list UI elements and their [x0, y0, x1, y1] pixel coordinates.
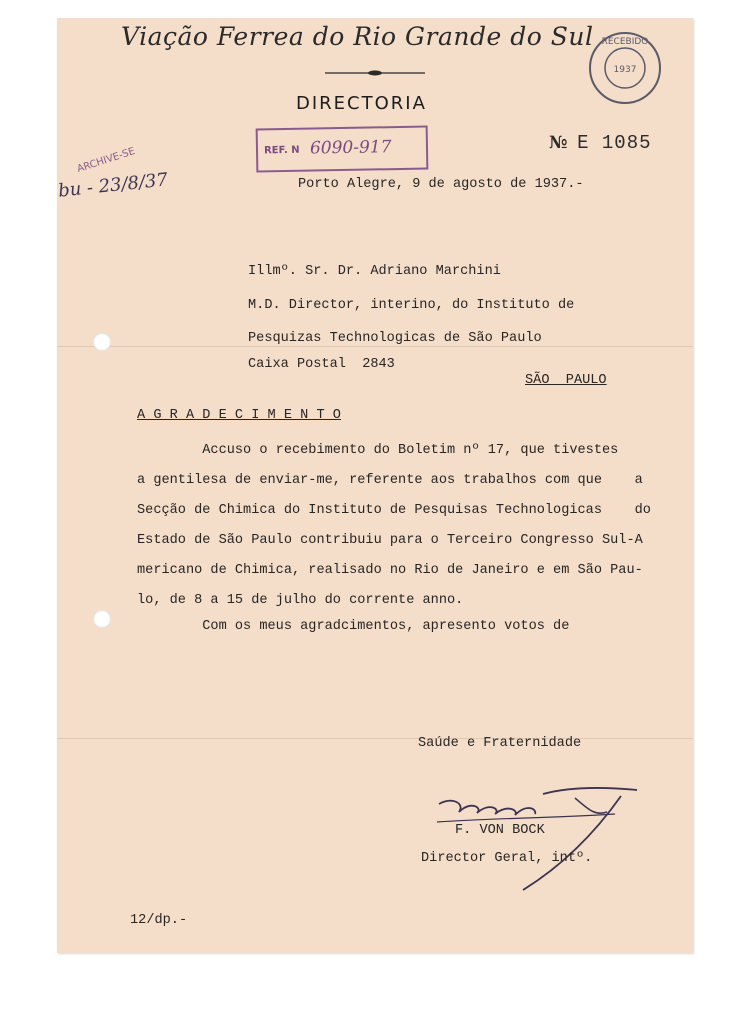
- addressee-line: Pesquizas Technologicas de São Paulo: [248, 331, 542, 346]
- letterhead-ornament: [325, 68, 425, 78]
- reference-stamp: [256, 126, 429, 173]
- reference-value: 6090-917: [309, 137, 392, 159]
- number-symbol: №: [549, 133, 568, 153]
- body-line: Accuso o recebimento do Boletim nº 17, que tivestes: [137, 443, 619, 458]
- subject-heading: A G R A D E C I M E N T O: [137, 408, 341, 423]
- addressee-line: Caixa Postal 2843: [248, 357, 395, 372]
- archive-stamp: ARCHIVE-SE: [75, 145, 137, 176]
- reference-label: REF. N: [263, 144, 300, 157]
- place-date: Porto Alegre, 9 de agosto de 1937.-: [298, 177, 584, 192]
- body-line: a gentilesa de enviar-me, referente aos trabalhos com que a: [137, 473, 643, 488]
- body-line: lo, de 8 a 15 de julho do corrente anno.: [137, 593, 464, 608]
- number-value: E 1085: [577, 132, 652, 154]
- punch-hole: [93, 610, 111, 628]
- letterhead-department: DIRECTORIA: [296, 93, 427, 114]
- reference-footer: 12/dp.-: [130, 913, 188, 928]
- body-line: Secção de Chimica do Instituto de Pesquisas Technologicas do: [137, 503, 651, 518]
- destination-city: SÃO PAULO: [525, 373, 607, 388]
- punch-hole: [93, 333, 111, 351]
- fold-crease: [57, 346, 693, 347]
- body-line: mericano de Chimica, realisado no Rio de Janeiro e em São Pau-: [137, 563, 643, 578]
- fold-crease: [57, 738, 693, 739]
- closing-salutation: Saúde e Fraternidade: [418, 736, 582, 751]
- signer-name: F. VON BOCK: [455, 823, 545, 838]
- addressee-line: M.D. Director, interino, do Instituto de: [248, 298, 575, 313]
- body-line: Estado de São Paulo contribuiu para o Terceiro Congresso Sul-A: [137, 533, 643, 548]
- letterhead-company: Viação Ferrea do Rio Grande do Sul: [121, 22, 594, 51]
- postmark-date: 1937: [613, 65, 637, 75]
- postmark-text: RECEBIDO: [601, 37, 649, 47]
- handwritten-signature: [425, 782, 655, 897]
- body-line: Com os meus agradcimentos, apresento votos de: [137, 619, 570, 634]
- addressee-line: Illmº. Sr. Dr. Adriano Marchini: [248, 264, 501, 279]
- archive-handwritten-note: bu - 23/8/37: [57, 169, 169, 202]
- document-number: [549, 132, 652, 154]
- signer-title: Director Geral, intº.: [421, 851, 593, 866]
- postmark-stamp: [585, 28, 667, 108]
